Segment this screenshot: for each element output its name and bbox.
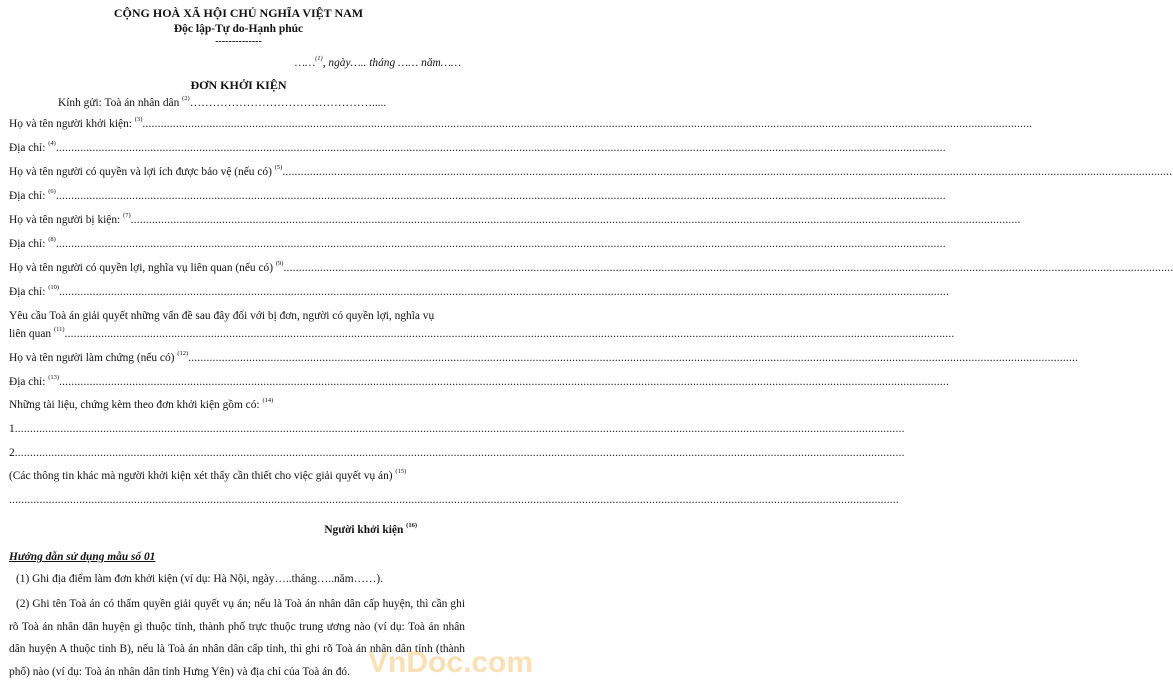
request-text: Yêu cầu Toà án giải quyết những vấn đề sau đây đối với bị đơn, người có quyền lợi, nghĩa vụ	[9, 310, 435, 322]
field-protected-person-name	[9, 166, 459, 178]
other-info: (Các thông tin khác mà người khởi kiện xét thấy cần thiết cho việc giải quyết vụ án)	[9, 470, 393, 482]
fill-in-dots	[282, 166, 1172, 178]
fill-in-dots	[131, 214, 1021, 226]
guide-title: Hướng dẫn sử dụng mẫu số 01	[9, 551, 156, 563]
addressee-dots: ………………………………………….....	[189, 97, 387, 109]
field-plaintiff-address	[9, 142, 459, 154]
field-witness-name	[9, 352, 459, 364]
documents-line	[9, 399, 273, 411]
watermark-logo: VnDoc.com	[368, 646, 534, 679]
form-title: ĐƠN KHỞI KIỆN	[190, 78, 287, 92]
field-label: Địa chỉ:	[9, 238, 46, 250]
guide-item-2: (2) Ghi tên Toà án có thẩm quyền giải quyết vụ án; nếu là Toà án nhân dân cấp huyện, thì cần ghi rõ Toà án nhân dân huyện gì thuộc tỉnh, thành phố trực thuộc trung ương nào (ví dụ: Toà án nhân dân huyện A thuộc tỉnh B), nếu là Toà án nhân dân cấp tỉnh, thì ghi rõ Toà án nhân dân tỉnh (thành phố) nào (ví dụ: Toà án nhân dân tỉnh Hưng Yên) và địa chỉ của Toà án đó.	[9, 598, 465, 678]
fill-in-dots	[283, 262, 1173, 274]
field-label: Địa chỉ:	[9, 190, 46, 202]
field-label: Họ và tên người bị kiện:	[9, 214, 121, 226]
date-line	[295, 57, 461, 69]
fill-in-dots	[59, 286, 949, 298]
field-sup: (4)	[48, 140, 56, 148]
field-sup: (8)	[48, 236, 56, 244]
field-sup: (3)	[134, 116, 143, 124]
witness-label: Họ và tên người làm chứng (nếu có)	[9, 352, 175, 364]
country-name: CỘNG HOÀ XÃ HỘI CHỦ NGHĨA VIỆT NAM	[113, 6, 364, 20]
field-label: Địa chỉ:	[9, 142, 46, 154]
request-sup: (11)	[53, 326, 65, 334]
field-sup: (9)	[275, 260, 284, 268]
document-item-2	[9, 447, 459, 459]
field-label: Họ và tên người có quyền và lợi ích được bảo vệ (nếu có)	[9, 166, 272, 178]
other-info-line	[9, 470, 406, 482]
field-defendant-name	[9, 214, 459, 226]
field-protected-person-address	[9, 190, 459, 202]
field-label: Họ và tên người có quyền lợi, nghĩa vụ liên quan (nếu có)	[9, 262, 274, 274]
field-sup: (10)	[48, 284, 60, 292]
witness-addr-sup: (13)	[48, 374, 60, 382]
date-sup: (1)	[315, 55, 323, 63]
field-label: Địa chỉ:	[9, 286, 46, 298]
field-label: Họ và tên người khởi kiện:	[9, 118, 132, 130]
request-continuation	[9, 328, 459, 340]
other-info-sup: (15)	[395, 468, 407, 476]
witness-addr-label: Địa chỉ:	[9, 376, 46, 388]
document-item-1	[9, 423, 459, 435]
addressee-line	[58, 97, 386, 109]
other-info-fill	[9, 494, 459, 506]
fill-in-dots	[56, 190, 946, 202]
fill-in-dots	[15, 447, 905, 459]
signature-label: Người khởi kiện	[324, 524, 404, 536]
field-sup: (7)	[123, 212, 131, 220]
field-sup: (5)	[274, 164, 283, 172]
addressee-label: Kính gửi: Toà án nhân dân	[58, 97, 180, 109]
doc-item-number: 1	[9, 423, 15, 435]
request-cont-label: liên quan	[9, 328, 52, 340]
addressee-sup: (2)	[182, 95, 190, 103]
field-related-party-address	[9, 286, 459, 298]
guide-item-1: (1) Ghi địa điểm làm đơn khởi kiện (ví dụ: Hà Nội, ngày…..tháng…..năm……).	[16, 573, 383, 585]
field-plaintiff-name	[9, 118, 459, 130]
fill-in-dots	[142, 118, 1032, 130]
fill-in-dots	[59, 376, 949, 388]
documents-label: Những tài liệu, chứng kèm theo đơn khởi kiện gồm có:	[9, 399, 260, 411]
fill-in-dots	[9, 494, 899, 506]
signature-line	[324, 524, 417, 536]
witness-sup: (12)	[177, 350, 189, 358]
signature-sup: (16)	[406, 522, 417, 530]
fill-in-dots	[56, 238, 946, 250]
fill-in-dots	[65, 328, 955, 340]
doc-item-number: 2	[9, 447, 15, 459]
field-defendant-address	[9, 238, 459, 250]
field-sup: (6)	[48, 188, 56, 196]
field-witness-address	[9, 376, 459, 388]
national-motto: Độc lập-Tự do-Hạnh phúc	[173, 23, 304, 35]
header-rule: --------------	[215, 36, 262, 47]
date-rest: , ngày….. tháng …… năm……	[322, 57, 461, 69]
document-page	[0, 0, 534, 696]
fill-in-dots	[188, 352, 1078, 364]
documents-sup: (14)	[262, 397, 274, 405]
date-prefix: ……	[294, 57, 316, 69]
fill-in-dots	[15, 423, 905, 435]
fill-in-dots	[56, 142, 946, 154]
field-related-party-name	[9, 262, 459, 274]
